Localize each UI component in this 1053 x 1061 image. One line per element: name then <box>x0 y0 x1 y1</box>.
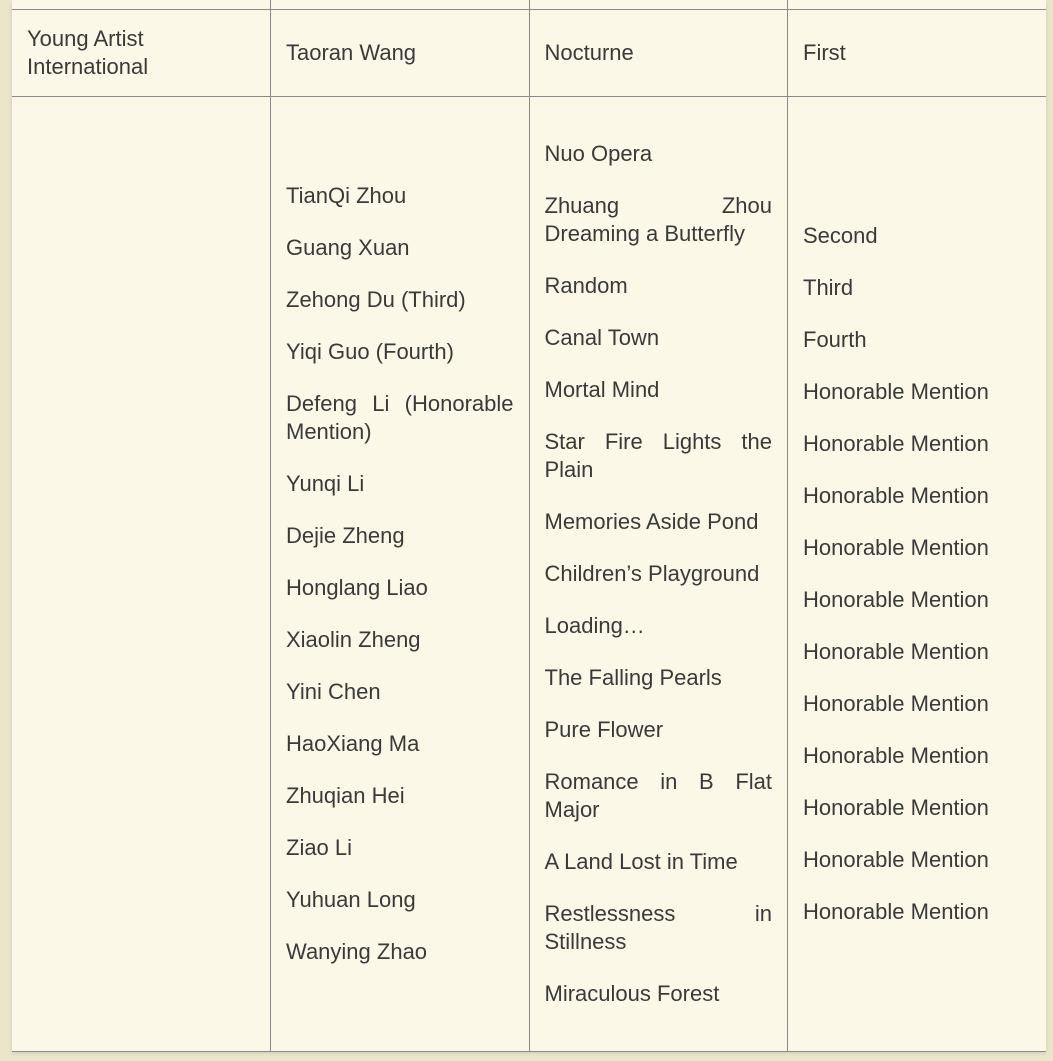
student-name: Defeng Li (Honorable Mention) <box>286 391 514 444</box>
students-cell <box>271 97 530 1052</box>
results-table-frame <box>12 0 1046 1051</box>
piece-title: Loading… <box>544 613 645 638</box>
student-name: TianQi Zhou <box>286 183 407 208</box>
student-cell: Taoran Wang <box>271 10 530 97</box>
competition-cell: Young Artist International <box>12 10 271 97</box>
piece-title: Children’s Playground <box>544 561 760 586</box>
award-level: Honorable Mention <box>803 847 989 872</box>
award-level: Honorable Mention <box>803 587 989 612</box>
student-name: Honglang Liao <box>286 575 428 600</box>
student-name: Wanying Zhao <box>286 939 428 964</box>
competition-cell-empty <box>12 97 271 1052</box>
award-level: Third <box>803 275 854 300</box>
student-name: Xiaolin Zheng <box>286 627 421 652</box>
award-cell: First <box>788 10 1047 97</box>
student-name: Guang Xuan <box>286 235 410 260</box>
piece-title: A Land Lost in Time <box>544 849 738 874</box>
table-cell <box>788 0 1047 10</box>
award-level: Second <box>803 223 878 248</box>
piece-title: Nuo Opera <box>544 141 653 166</box>
student-name: Yini Chen <box>286 679 381 704</box>
award-level: Honorable Mention <box>803 431 989 456</box>
piece-title: Random <box>544 273 628 298</box>
student-name: Zhuqian Hei <box>286 783 405 808</box>
table-cell <box>12 0 271 10</box>
piece-title: Pure Flower <box>544 717 664 742</box>
award-level: Honorable Mention <box>803 795 989 820</box>
piece-title: Miraculous Forest <box>544 981 720 1006</box>
students-list <box>286 182 514 966</box>
award-level: Honorable Mention <box>803 639 989 664</box>
student-name: Ziao Li <box>286 835 353 860</box>
piece-cell: Nocturne <box>529 10 788 97</box>
award-level: Honorable Mention <box>803 691 989 716</box>
award-level: Honorable Mention <box>803 899 989 924</box>
piece-title: Zhuang Zhou Dreaming a Butterfly <box>544 193 772 246</box>
table-row-partial <box>12 0 1046 10</box>
award-level: Fourth <box>803 327 867 352</box>
pieces-cell <box>529 97 788 1052</box>
awards-cell <box>788 97 1047 1052</box>
award-level: Honorable Mention <box>803 379 989 404</box>
table-row <box>12 97 1046 1052</box>
student-name: Yunqi Li <box>286 471 365 496</box>
piece-title: Memories Aside Pond <box>544 509 759 534</box>
student-name: Yuhuan Long <box>286 887 416 912</box>
award-level: Honorable Mention <box>803 743 989 768</box>
piece-title: Restlessness in Stillness <box>544 901 772 954</box>
piece-title: Star Fire Lights the Plain <box>544 429 772 482</box>
piece-title: Mortal Mind <box>544 377 660 402</box>
piece-title: Canal Town <box>544 325 660 350</box>
student-name: Yiqi Guo (Fourth) <box>286 339 454 364</box>
table-row <box>12 10 1046 97</box>
results-table <box>12 0 1046 1052</box>
piece-title: The Falling Pearls <box>544 665 722 690</box>
student-name: HaoXiang Ma <box>286 731 420 756</box>
piece-title: Romance in B Flat Major <box>544 769 772 822</box>
award-level: Honorable Mention <box>803 535 989 560</box>
student-name: Dejie Zheng <box>286 523 405 548</box>
awards-list <box>803 222 1031 926</box>
table-cell <box>271 0 530 10</box>
pieces-list <box>545 140 773 1008</box>
student-name: Zehong Du (Third) <box>286 287 466 312</box>
award-level: Honorable Mention <box>803 483 989 508</box>
table-cell <box>529 0 788 10</box>
